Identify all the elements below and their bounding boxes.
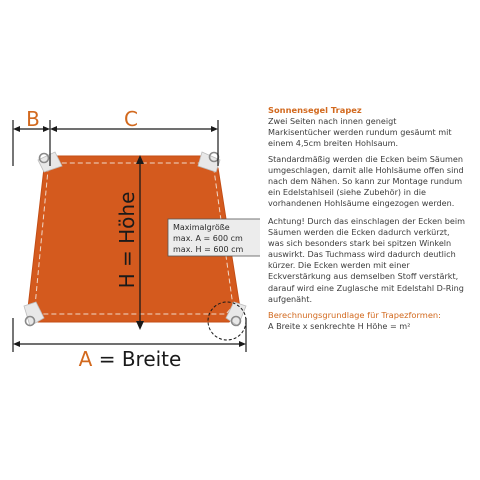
p2-line: vorhandenen Hohlsäume eingezogen werden. (268, 198, 455, 209)
label-a-letter: A (78, 347, 93, 371)
max-size-h: max. H = 600 cm (173, 245, 244, 254)
p2-line: Standardmäßig werden die Ecken beim Säumen (268, 154, 463, 164)
description-paragraph-1 (268, 116, 476, 149)
label-h-word: = Höhe (115, 191, 139, 267)
p3-line: was sich besonders stark bei spitzen Winkeln (268, 238, 452, 249)
calc-formula: A Breite x senkrechte H Höhe = m² (268, 321, 411, 331)
p3-line: Achtung! Durch das einschlagen der Ecken beim (268, 216, 466, 226)
p1-line: Markisentücher werden rundum gesäumt mit (268, 127, 452, 138)
p3-line: aufgenäht. (268, 293, 313, 304)
p3-line: auswirkt. Das Tuchmass wird dadurch deutlich (268, 249, 456, 260)
label-h (115, 192, 139, 289)
label-a-word: = Breite (98, 347, 182, 371)
p2-line: umgeschlagen, damit alle Hohlsäume offen sind (268, 165, 464, 176)
label-h-letter: H (115, 273, 139, 289)
p2-line: nach dem Nähen. So kann zur Montage rundum (268, 176, 463, 187)
max-size-title: Maximalgröße (173, 223, 230, 232)
p1-line: Zwei Seiten nach innen geneigt (268, 116, 397, 126)
description-paragraph-2 (268, 154, 476, 209)
p2-line: ein Edelstahlseil (siehe Zubehör) in die (268, 187, 426, 198)
p3-line: kürzer. Die Ecken werden mit einer (268, 260, 410, 271)
p3-line: Säumen werden die Ecken dadurch verkürzt, (268, 227, 450, 238)
product-title: Sonnensegel Trapez (268, 105, 362, 115)
p3-line: Eckverstärkung aus demselben Stoff verstärkt, (268, 271, 459, 282)
p1-line: einem 4,5cm breiten Hohlsaum. (268, 138, 399, 149)
label-b: B (26, 107, 40, 131)
max-size-box (168, 219, 260, 256)
label-a (79, 347, 182, 371)
max-size-a: max. A = 600 cm (173, 234, 243, 243)
calc-heading: Berechnungsgrundlage für Trapezformen: (268, 310, 441, 320)
label-c: C (124, 107, 138, 131)
p3-line: darauf wird eine Zuglasche mit Edelstahl D-Ring (268, 282, 464, 293)
description-paragraph-3 (268, 216, 476, 305)
